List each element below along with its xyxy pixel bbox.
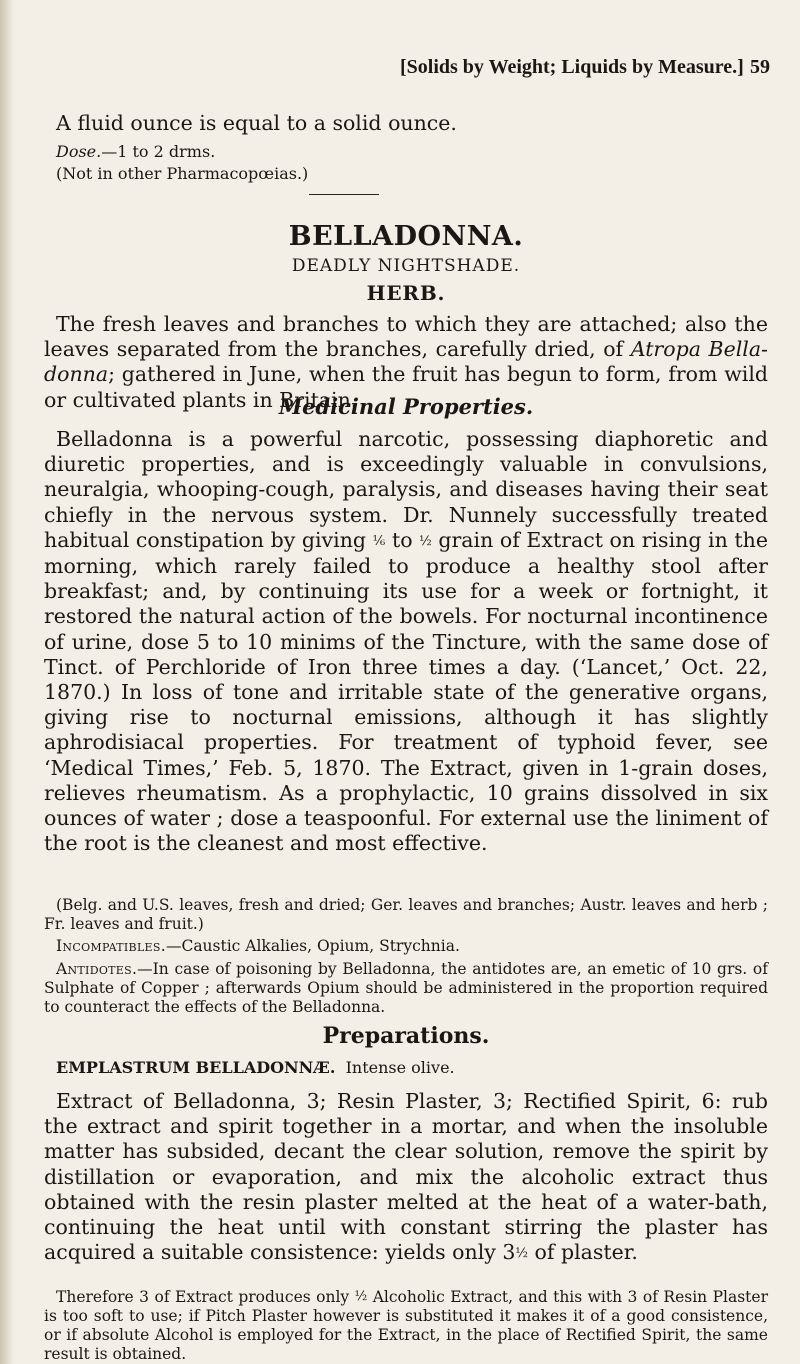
method-text: Extract of Belladonna, 3; Resin Plaster, 3; Rectified Spirit, 6: rub the extract and spirit together in a mortar, and when the insoluble matter has subsided, decant the clear solution, remove the spirit by distillation or evaporation, and mix the alcoholic extract thus obtained with the resin plaster melted at the heat of a water-bath, continuing the heat until with constant stirring the plaster has acquired a suitable consistence: yields only 3 <box>44 1089 768 1265</box>
fraction-half: ½ <box>419 533 432 549</box>
preparations-heading: Preparations. <box>322 1023 490 1049</box>
medicinal-text: Belladonna is a powerful narcotic, possessing diaphoretic and diuretic properties, and is exceedingly valuable in convulsions, neuralgia, whooping-cough, paralysis, and diseases having their seat chiefly in the nervous system. Dr. Nunnely successfully treated habitual constipation by giving <box>44 427 768 552</box>
species-name: Atropa Bella-donna <box>44 337 768 387</box>
antidotes-text: —In case of poisoning by Belladonna, the antidotes are, an emetic of 10 grs. of Sulphate of Copper ; afterwards Opium should be administered in the proportion required to counteract the effects of the Belladonna. <box>44 960 768 1016</box>
section-rule <box>309 194 379 195</box>
note-text-end: Alcoholic Extract, and this with 3 of Resin Plaster is too soft to use; if Pitch Plaster however is substituted it makes it of a good consistence, or if absolute Alcohol is employed for the Extract, in the place of Rectified Spirit, the same result is obtained. <box>44 1288 768 1363</box>
note-fraction: ½ <box>354 1289 368 1304</box>
medicinal-to: to <box>385 527 420 552</box>
emplastrum-name: EMPLASTRUM BELLADONNÆ. <box>56 1058 336 1077</box>
description-text: The fresh leaves and branches to which they are attached; also the leaves separated from the branches, carefully dried, of <box>44 312 768 362</box>
dose-label: Dose. <box>56 142 102 161</box>
note-text: Therefore 3 of Extract produces only <box>56 1288 355 1306</box>
dose-text: —1 to 2 drms. <box>101 142 216 161</box>
emplastrum-color: Intense olive. <box>345 1058 455 1077</box>
page-number: 59 <box>750 56 770 78</box>
part-used: HERB. <box>366 281 446 305</box>
method-fraction: ½ <box>515 1246 529 1262</box>
medicinal-paragraph <box>44 427 768 856</box>
page-gutter <box>0 0 14 1364</box>
incompatibles-line <box>44 937 768 956</box>
entry-name: BELLADONNA. <box>288 221 524 252</box>
medicinal-text-end: grain of Extract on rising in the morning, which rarely failed to produce a healthy stool after breakfast; and, by continuing its use for a week or fortnight, it restored the natural action of the bowels. For nocturnal incontinence of urine, dose 5 to 10 minims of the Tincture, with the same dose of Tinct. of Perchloride of Iron three times a day. (‘Lancet,’ Oct. 22, 1870.) In loss of tone and irritable state of the generative organs, giving rise to nocturnal emissions, although it has slightly aphrodisiacal properties. For treatment of typhoid fever, see ‘Medical Times,’ Feb. 5, 1870. The Extract, given in 1-grain doses, relieves rheumatism. As a prophylactic, 10 grains dissolved in six ounces of water ; dose a teaspoonful. For external use the liniment of the root is the cleanest and most effective. <box>44 527 769 856</box>
antidotes-paragraph <box>44 960 768 1017</box>
header-title: [Solids by Weight; Liquids by Measure.] <box>400 56 744 78</box>
common-name: DEADLY NIGHTSHADE. <box>291 256 521 276</box>
pharmacopoeias-note: (Belg. and U.S. leaves, fresh and dried; Ger. leaves and branches; Austr. leaves and herb ; Fr. leaves and fruit.) <box>44 896 768 933</box>
method-paragraph <box>44 1089 768 1266</box>
emplastrum-line <box>56 1058 455 1077</box>
medicinal-heading: Medicinal Properties. <box>278 394 534 419</box>
antidotes-label: Antidotes. <box>56 960 138 978</box>
not-in-other-note: (Not in other Pharmacopœias.) <box>56 164 309 183</box>
incompatibles-text: —Caustic Alkalies, Opium, Strychnia. <box>165 937 460 955</box>
fluid-ounce-line: A fluid ounce is equal to a solid ounce. <box>56 111 457 135</box>
yield-note <box>44 1287 768 1364</box>
incompatibles-label: Incompatibles. <box>56 937 166 955</box>
description-text-end: ; gathered in June, when the fruit has begun to form, from wild or cultivated plants in Britain. <box>44 362 768 412</box>
fraction-sixth: ⅙ <box>372 533 386 549</box>
method-text-end: of plaster. <box>528 1240 638 1265</box>
dose-line <box>56 142 215 161</box>
